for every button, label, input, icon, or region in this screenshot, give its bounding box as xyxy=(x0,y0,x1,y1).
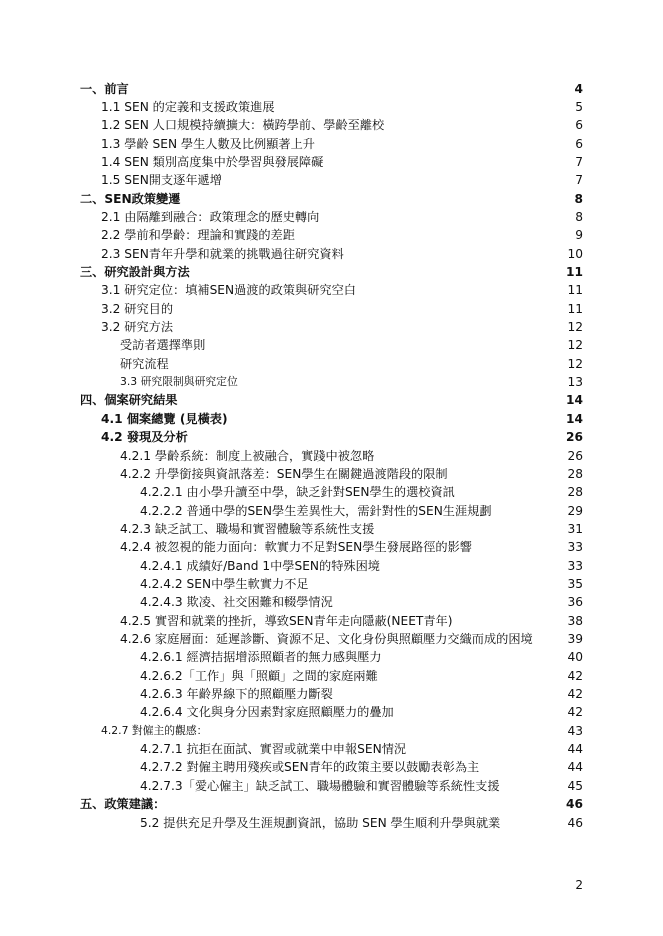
toc-entry-page-number: 26 xyxy=(567,448,583,463)
toc-entry-page-number: 42 xyxy=(567,668,583,683)
toc-entry-page-number: 43 xyxy=(567,723,583,738)
toc-entry-title: 1.2 SEN 人口規模持續擴大：橫跨學前、學齡至離校 xyxy=(101,118,385,133)
toc-entry[interactable] xyxy=(0,758,663,776)
toc-entry[interactable] xyxy=(0,612,663,630)
toc-entry-page-number: 31 xyxy=(567,521,583,536)
toc-entry-title: 1.4 SEN 類別高度集中於學習與發展障礙 xyxy=(101,154,324,169)
toc-entry-title: 4.1 個案總覽 (見橫表) xyxy=(101,411,228,426)
toc-entry[interactable] xyxy=(0,722,663,740)
toc-entry[interactable] xyxy=(0,465,663,483)
toc-entry-page-number: 44 xyxy=(567,760,583,775)
toc-entry-title: 受訪者選擇準則 xyxy=(120,338,206,353)
toc-entry-page-number: 11 xyxy=(566,265,583,279)
toc-entry-title: 二、SEN政策變遷 xyxy=(80,191,181,206)
toc-entry[interactable] xyxy=(0,447,663,465)
toc-entry-title: 4.2.2.1 由小學升讀至中學，缺乏針對SEN學生的選校資訊 xyxy=(140,485,455,500)
toc-entry-page-number: 28 xyxy=(567,485,583,500)
toc-entry-title: 1.3 學齡 SEN 學生人數及比例顯著上升 xyxy=(101,136,315,151)
toc-entry[interactable] xyxy=(0,483,663,501)
toc-entry-page-number: 4 xyxy=(574,81,583,96)
toc-entry-title: 3.3 研究限制與研究定位 xyxy=(120,375,238,389)
toc-entry-page-number: 46 xyxy=(566,797,583,812)
toc-entry-page-number: 14 xyxy=(566,411,583,426)
toc-entry[interactable] xyxy=(0,410,663,428)
toc-entry[interactable] xyxy=(0,208,663,226)
toc-entry[interactable] xyxy=(0,391,663,409)
toc-entry-page-number: 12 xyxy=(567,338,583,353)
toc-entry[interactable] xyxy=(0,630,663,648)
toc-entry-title: 4.2.4 被忽視的能力面向：軟實力不足對SEN學生發展路徑的影響 xyxy=(120,540,472,555)
toc-entry-title: 2.3 SEN青年升學和就業的挑戰過往研究資料 xyxy=(101,246,344,261)
toc-entry-title: 4.2.2 升學銜接與資訊落差：SEN學生在關鍵過渡階段的限制 xyxy=(120,466,448,481)
toc-entry-page-number: 45 xyxy=(567,778,583,793)
toc-entry-title: 4.2 發現及分析 xyxy=(101,430,188,445)
toc-entry-page-number: 6 xyxy=(575,136,583,151)
toc-entry-page-number: 39 xyxy=(567,632,583,646)
toc-entry[interactable] xyxy=(0,80,663,98)
toc-entry-page-number: 26 xyxy=(566,430,583,445)
toc-entry-title: 3.2 研究目的 xyxy=(101,301,174,316)
toc-entry-title: 2.1 由隔離到融合：政策理念的歷史轉向 xyxy=(101,209,320,224)
toc-entry[interactable] xyxy=(0,520,663,538)
toc-entry-title: 5.2 提供充足升學及生涯規劃資訊，協助 SEN 學生順利升學與就業 xyxy=(140,815,501,830)
toc-entry[interactable] xyxy=(0,171,663,189)
toc-entry-page-number: 14 xyxy=(566,393,583,408)
toc-entry-title: 4.2.3 缺乏試工、職場和實習體驗等系統性支援 xyxy=(120,521,375,536)
toc-entry-page-number: 42 xyxy=(567,687,583,702)
toc-entry[interactable] xyxy=(0,428,663,446)
toc-entry-page-number: 12 xyxy=(567,356,583,371)
toc-entry[interactable] xyxy=(0,336,663,354)
toc-entry[interactable] xyxy=(0,263,663,281)
toc-entry-title: 4.2.6 家庭層面：延遲診斷、資源不足、文化身份與照顧壓力交織而成的困境 xyxy=(120,632,533,646)
toc-entry[interactable] xyxy=(0,226,663,244)
toc-entry[interactable] xyxy=(0,153,663,171)
toc-entry-page-number: 46 xyxy=(567,815,583,830)
toc-entry[interactable] xyxy=(0,502,663,520)
toc-entry[interactable] xyxy=(0,703,663,721)
toc-entry-page-number: 12 xyxy=(567,320,583,335)
toc-entry-page-number: 40 xyxy=(567,650,583,665)
toc-entry-page-number: 7 xyxy=(575,173,583,188)
toc-entry-title: 4.2.7.1 抗拒在面試、實習或就業中申報SEN情況 xyxy=(140,742,407,757)
toc-entry-title: 4.2.2.2 普通中學的SEN學生差異性大，需針對性的SEN生涯規劃 xyxy=(140,503,492,518)
toc-entry-page-number: 9 xyxy=(575,228,583,243)
toc-entry[interactable] xyxy=(0,355,663,373)
toc-entry[interactable] xyxy=(0,245,663,263)
toc-entry-page-number: 5 xyxy=(575,99,583,114)
toc-entry-page-number: 44 xyxy=(567,742,583,757)
toc-entry[interactable] xyxy=(0,667,663,685)
toc-entry-page-number: 33 xyxy=(567,558,583,573)
toc-entry-title: 一、前言 xyxy=(80,81,129,96)
toc-entry-title: 三、研究設計與方法 xyxy=(80,265,190,279)
toc-entry-title: 4.2.5 實習和就業的挫折，導致SEN青年走向隱蔽(NEET青年) xyxy=(120,613,453,628)
toc-entry-title: 4.2.7.3「愛心僱主」缺乏試工、職場體驗和實習體驗等系統性支援 xyxy=(140,778,500,793)
toc-entry-title: 4.2.4.1 成績好/Band 1中學SEN的特殊困境 xyxy=(140,558,380,573)
toc-entry-page-number: 38 xyxy=(567,613,583,628)
toc-entry-title: 3.1 研究定位：填補SEN過渡的政策與研究空白 xyxy=(101,283,356,298)
toc-entry[interactable] xyxy=(0,795,663,813)
toc-entry-title: 研究流程 xyxy=(120,356,169,371)
toc-entry[interactable] xyxy=(0,373,663,391)
toc-entry[interactable] xyxy=(0,740,663,758)
toc-entry[interactable] xyxy=(0,281,663,299)
toc-entry[interactable] xyxy=(0,777,663,795)
toc-entry-page-number: 6 xyxy=(575,118,583,133)
toc-entry-page-number: 28 xyxy=(567,466,583,481)
toc-entry-title: 1.1 SEN 的定義和支援政策進展 xyxy=(101,99,275,114)
toc-entry[interactable] xyxy=(0,300,663,318)
toc-entry[interactable] xyxy=(0,685,663,703)
toc-entry[interactable] xyxy=(0,135,663,153)
toc-entry[interactable] xyxy=(0,575,663,593)
toc-entry[interactable] xyxy=(0,318,663,336)
toc-entry[interactable] xyxy=(0,538,663,556)
toc-entry-page-number: 11 xyxy=(567,301,583,316)
toc-entry-title: 1.5 SEN開支逐年遞增 xyxy=(101,173,222,188)
toc-entry-page-number: 33 xyxy=(567,540,583,555)
toc-entry-title: 4.2.7.2 對僱主聘用殘疾或SEN青年的政策主要以鼓勵表彰為主 xyxy=(140,760,480,775)
toc-entry-page-number: 13 xyxy=(567,375,583,390)
toc-entry-page-number: 42 xyxy=(567,705,583,720)
toc-entry-title: 4.2.6.2「工作」與「照顧」之間的家庭兩難 xyxy=(140,668,378,683)
toc-entry[interactable] xyxy=(0,557,663,575)
toc-entry-title: 3.2 研究方法 xyxy=(101,320,174,335)
toc-entry-title: 四、個案研究結果 xyxy=(80,393,178,408)
toc-entry-title: 4.2.6.1 經濟拮据增添照顧者的無力感與壓力 xyxy=(140,650,382,665)
toc-entry-page-number: 10 xyxy=(567,246,583,261)
toc-entry[interactable] xyxy=(0,116,663,134)
toc-entry-title: 4.2.4.3 欺凌、社交困難和輟學情況 xyxy=(140,595,333,610)
toc-entry[interactable] xyxy=(0,648,663,666)
toc-entry-title: 2.2 學前和學齡：理論和實踐的差距 xyxy=(101,228,295,243)
toc-entry-page-number: 8 xyxy=(575,209,583,224)
toc-entry[interactable] xyxy=(0,593,663,611)
toc-entry-page-number: 8 xyxy=(574,191,583,206)
toc-entry-title: 4.2.4.2 SEN中學生軟實力不足 xyxy=(140,576,309,591)
toc-entry[interactable] xyxy=(0,98,663,116)
toc-entry-page-number: 29 xyxy=(567,503,583,518)
toc-entry-title: 4.2.1 學齡系統：制度上被融合，實踐中被忽略 xyxy=(120,448,375,463)
toc-entry-title: 4.2.7 對僱主的觀感： xyxy=(101,723,208,737)
toc-entry-page-number: 36 xyxy=(567,595,583,610)
toc-entry-page-number: 11 xyxy=(567,283,583,298)
page-number: 2 xyxy=(575,878,583,892)
toc-entry-page-number: 35 xyxy=(567,576,583,591)
toc-entry[interactable] xyxy=(0,190,663,208)
toc-entry-title: 4.2.6.4 文化與身分因素對家庭照顧壓力的疊加 xyxy=(140,705,394,720)
toc-entry-page-number: 7 xyxy=(575,154,583,169)
toc-entry-title: 4.2.6.3 年齡界線下的照顧壓力斷裂 xyxy=(140,687,333,702)
toc-entry[interactable] xyxy=(0,814,663,832)
toc-entry-title: 五、政策建議： xyxy=(80,797,166,812)
